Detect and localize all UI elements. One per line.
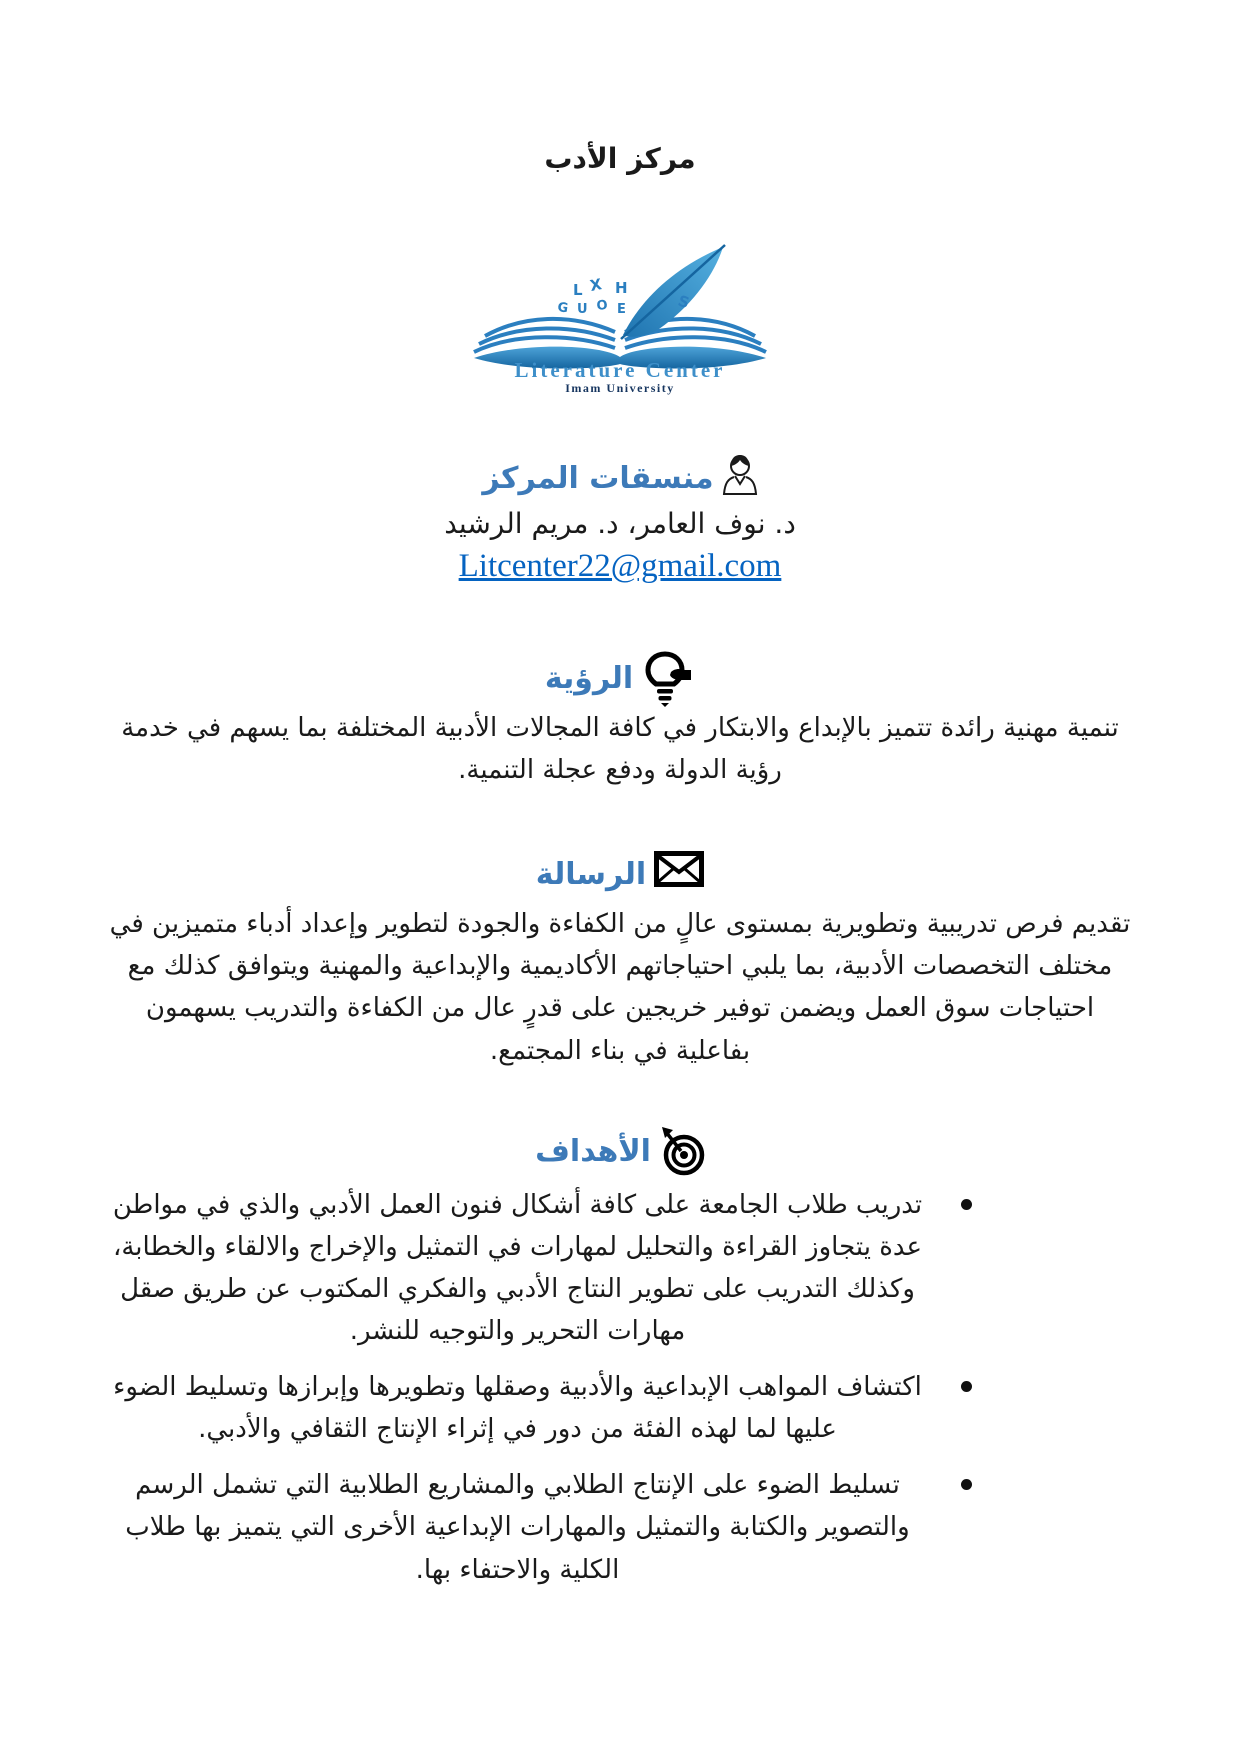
logo-letter: H <box>615 279 628 297</box>
objectives-heading-row <box>0 1120 1240 1170</box>
coordinators-section <box>0 453 1240 585</box>
logo-letter: G <box>556 300 570 317</box>
coordinators-heading-row <box>0 453 1240 497</box>
logo-letter: U <box>577 302 588 317</box>
mission-heading-row <box>0 857 1240 893</box>
logo-university-text: Imam University <box>565 381 675 395</box>
email-link[interactable]: Litcenter22@gmail.com <box>458 548 782 584</box>
vision-heading: الرؤية <box>544 661 634 696</box>
objectives-section <box>0 1120 1240 1591</box>
woman-coordinator-icon <box>722 453 758 497</box>
objective-item: اكتشاف المواهب الإبداعية والأدبية وصقلها وتطويرها وإبرازها وتسليط الضوء عليها لما لهذه الفئة من دور في إثراء الإنتاج الثقافي والأدبي. <box>95 1366 940 1450</box>
objective-item: تدريب طلاب الجامعة على كافة أشكال فنون العمل الأدبي والذي في مواطن عدة يتجاوز القراءة والتحليل لمهارات في التمثيل والإخراج والالقاء والخطابة، وكذلك التدريب على تطوير النتاج الأدبي والفكري المكتوب عن طريق صقل مهارات التحرير والتوجيه للنشر. <box>95 1184 940 1352</box>
objectives-list <box>95 1184 940 1591</box>
logo-letter: X <box>588 275 604 295</box>
page-title: مركز الأدب <box>544 142 696 175</box>
lightbulb-icon <box>641 651 695 707</box>
logo-book-quill-icon <box>465 239 775 397</box>
vision-text: تنمية مهنية رائدة تتميز بالإبداع والابتكار في كافة المجالات الأدبية المختلفة بما يسهم في خدمة رؤية الدولة ودفع عجلة التنمية. <box>121 713 1119 786</box>
objectives-heading: الأهداف <box>535 1133 651 1169</box>
objective-item: تسليط الضوء على الإنتاج الطلابي والمشاريع الطلابية التي تشمل الرسم والتصوير والكتابة والتمثيل والمهارات الإبداعية الأخرى التي يتميز بها طلاب الكلية والاحتفاء بها. <box>95 1464 940 1590</box>
logo-name-text: Literature Center <box>514 358 726 382</box>
envelope-icon <box>654 851 704 887</box>
logo-letter: O <box>595 297 609 314</box>
mission-section <box>0 857 1240 1071</box>
target-icon <box>659 1126 705 1176</box>
coordinator-names: د. نوف العامر، د. مريم الرشيد <box>444 507 796 540</box>
logo-letter: L <box>573 281 583 299</box>
vision-heading-row <box>0 641 1240 697</box>
logo-letter: S <box>675 291 692 313</box>
logo-letter: E <box>617 302 626 317</box>
literature-center-logo <box>0 239 1240 401</box>
coordinators-heading: منسقات المركز <box>482 461 714 496</box>
vision-section <box>0 641 1240 791</box>
mission-text: تقديم فرص تدريبية وتطويرية بمستوى عالٍ من الكفاءة والجودة لتطوير وإعداد أدباء متميزين في مختلف التخصصات الأدبية، بما يلبي احتياجاتهم الأكاديمية والإبداعية والمهنية ويتوافق كذلك مع احتياجات سوق العمل ويضمن توفير خريجين على قدرٍ عال من الكفاءة والتدريب يسهمون بفاعلية في بناء المجتمع. <box>109 909 1131 1066</box>
mission-heading: الرسالة <box>535 857 647 893</box>
